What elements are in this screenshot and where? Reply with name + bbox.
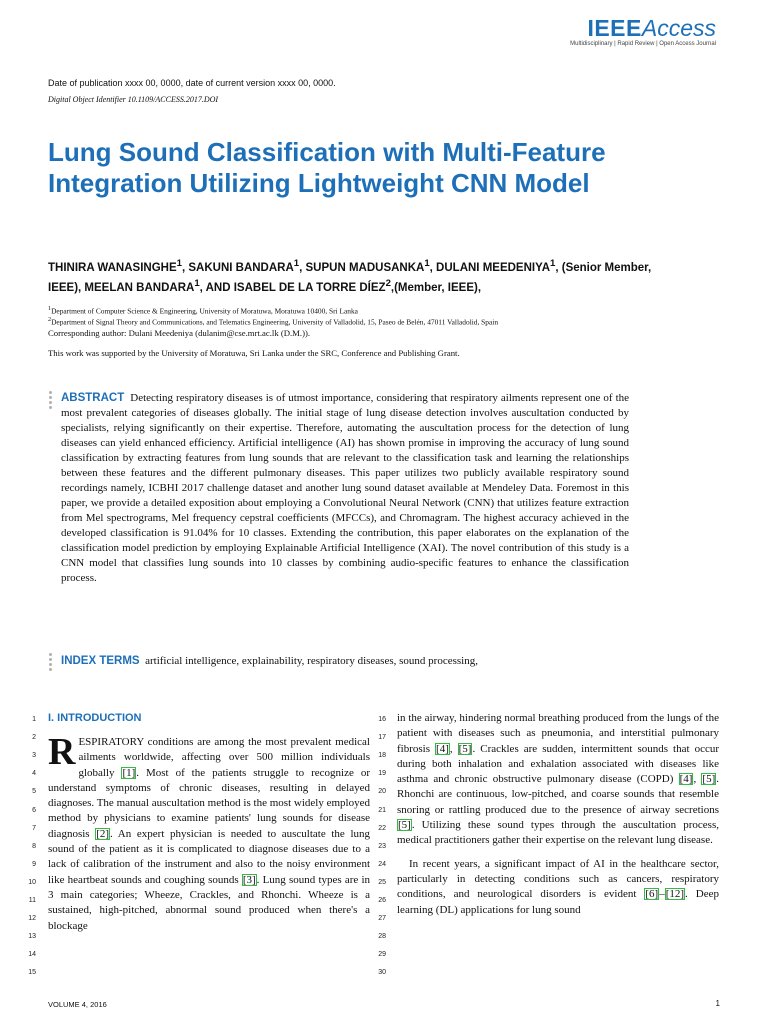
drop-cap: R bbox=[48, 731, 76, 773]
citation-link[interactable]: [5] bbox=[702, 773, 716, 786]
intro-text: . Lung sound types are in 3 main categories; Wheeze, Crackles, and Rhonchi. Wheeze is a sustained, high-pitched, abnormal sound produced when there's a blockage bbox=[48, 873, 371, 932]
affiliations bbox=[48, 305, 698, 327]
citation-link[interactable]: [6] bbox=[645, 888, 659, 901]
line-number: 26 bbox=[378, 897, 386, 904]
logo-access: Access bbox=[641, 15, 716, 41]
line-number: 29 bbox=[378, 951, 386, 959]
citation-link[interactable]: [3] bbox=[242, 873, 256, 886]
citation-link[interactable]: [2] bbox=[96, 827, 110, 840]
author-6-membership: ,(Member, IEEE), bbox=[390, 281, 482, 294]
abstract-text: Detecting respiratory diseases is of utmost importance, considering that respiratory ailments represent one of the most prevalent categories of diseases globally. The initial stage of lung disease detection involves auscultation conducted by specialists, relying significantly on their expertise. Therefore, automating the auscultation process for the detection of lung diseases can yield enhanced efficiency. Artificial intelligence (AI) has shown promise in improving the accuracy of lung sound classification by extracting features from lung sounds that are relevant to the classification task and learning the relationships between these features and the different pulmonary diseases. This paper utilizes two publicly available respiratory sound recordings namely, ICBHI 2017 challenge dataset and another lung sound dataset available at Mendeley Data. Foremost in this paper, we provide a detailed exposition about employing a Convolutional Neural Network (CNN) that utilizes feature extraction from Mel spectrograms, Mel frequency cepstral coefficients (MFCCs), and Chromagram. The highest accuracy achieved in the developed classification is 91.04% for 10 classes. Extending the contribution, this paper elaborates on the explanation of the classification model prediction by employing Explainable Artificial Intelligence (XAI). The novel contribution of this study is a CNN model that classifies lung sounds into 10 classes by combining audio-specific features to enhance the classification process. bbox=[61, 392, 630, 584]
line-number: 14 bbox=[28, 951, 36, 959]
intro-paragraph-continued bbox=[397, 711, 719, 849]
abstract-dots-icon bbox=[49, 391, 53, 411]
line-number: 16 bbox=[378, 716, 386, 723]
author-list: THINIRA WANASINGHE$^1$, SAKUNI BANDARA$^1$, SUPUN MADUSANKA$^1$, DULANI MEEDENIYA$^1$, (Senior Member, IEEE), MEELAN BANDARA$^1$, AND ISABEL DE LA TORRE DÍEZ$^2$,(Member, IEEE), bbox=[48, 258, 652, 294]
logo-tagline: Multidisciplinary | Rapid Review | Open Access Journal bbox=[570, 41, 716, 47]
line-number: 18 bbox=[378, 752, 386, 760]
line-number: 17 bbox=[378, 734, 386, 742]
logo-ieee: IEEE bbox=[587, 15, 642, 41]
paper-title: Lung Sound Classification with Multi-Feature Integration Utilizing Lightweight CNN Model bbox=[48, 137, 606, 198]
line-number: 3 bbox=[32, 752, 36, 760]
author-1: THINIRA WANASINGHE bbox=[48, 261, 177, 274]
footer-volume: VOLUME 4, 2016 bbox=[48, 1000, 107, 1009]
citation-link[interactable]: [5] bbox=[398, 819, 411, 832]
funding-statement: This work was supported by the University of Moratuwa, Sri Lanka under the SRC, Conference and Publishing Grant. bbox=[48, 348, 460, 358]
line-number: 28 bbox=[378, 933, 386, 941]
intro-paragraph-2 bbox=[397, 857, 719, 918]
intro-text: In recent years, a significant impact of AI in the healthcare sector, particularly in detecting conditions such as cancers, respiratory conditions, and neurological disorders is evident bbox=[397, 857, 719, 901]
doi: Digital Object Identifier 10.1109/ACCESS.2017.DOI bbox=[48, 95, 219, 104]
intro-text: , bbox=[449, 742, 458, 755]
intro-text: . An expert physician is needed to auscultate the lung sound of the patient as it is complicated to diagnose diseases due to a lack of calibration of the instrument and also to the noisy environment like heartbeat sounds and coughing sounds bbox=[48, 827, 370, 886]
line-number: 21 bbox=[378, 806, 386, 814]
line-number: 19 bbox=[378, 770, 386, 778]
corresponding-author: Corresponding author: Dulani Meedeniya (dulanim@cse.mrt.ac.lk (D.M.)). bbox=[48, 328, 311, 338]
intro-text: . Deep learning (DL) applications for lung sound bbox=[397, 888, 719, 916]
line-number: 27 bbox=[378, 915, 386, 923]
line-number: 30 bbox=[378, 969, 386, 977]
abstract bbox=[61, 391, 629, 586]
index-terms-text: artificial intelligence, explainability, respiratory diseases, sound processing, bbox=[145, 655, 478, 667]
line-number: 9 bbox=[32, 860, 36, 868]
line-number: 12 bbox=[28, 915, 36, 923]
citation-link[interactable]: [5] bbox=[458, 742, 472, 755]
author-4: , DULANI MEEDENIYA bbox=[429, 261, 551, 274]
intro-column-1 bbox=[48, 731, 371, 934]
logo-wordmark bbox=[570, 16, 716, 40]
citation-link[interactable]: [1] bbox=[122, 766, 136, 779]
intro-column-2 bbox=[397, 711, 719, 929]
citation-link[interactable]: [4] bbox=[679, 773, 693, 786]
section-heading-introduction: I. INTRODUCTION bbox=[48, 712, 142, 724]
page-number: 1 bbox=[715, 999, 720, 1008]
journal-logo bbox=[570, 16, 716, 47]
intro-text: . Crackles are sudden, intermittent sounds that occur during both inhalation and exhalation associated with diseases like asthma and chronic obstructive pulmonary disease (COPD) bbox=[397, 742, 720, 786]
citation-link[interactable]: [4] bbox=[436, 742, 449, 755]
publication-date: Date of publication xxxx 00, 0000, date of current version xxxx 00, 0000. bbox=[48, 78, 336, 88]
author-6: , AND ISABEL DE LA TORRE DÍEZ bbox=[199, 281, 386, 294]
line-number: 6 bbox=[32, 806, 36, 814]
author-5: , (Senior Member, IEEE), MEELAN BANDARA bbox=[48, 261, 652, 294]
index-terms bbox=[61, 654, 661, 669]
citation-link[interactable]: [12] bbox=[665, 888, 685, 901]
line-number: 23 bbox=[378, 842, 386, 850]
line-number: 10 bbox=[28, 878, 36, 886]
affiliation-1: $^1$Department of Computer Science & Engineering, University of Moratuwa, Moratuwa 10400, Sri Lanka bbox=[48, 306, 358, 316]
abstract-label: ABSTRACT bbox=[61, 392, 125, 404]
intro-text: in the airway, hindering normal breathing produced from the lungs of the patient with diseases such as pneumonia, and interstitial pulmonary fibrosis bbox=[397, 712, 719, 755]
intro-text: – bbox=[659, 888, 665, 901]
author-2: , SAKUNI BANDARA bbox=[181, 261, 294, 274]
line-number: 25 bbox=[378, 878, 386, 886]
line-number: 1 bbox=[32, 716, 36, 723]
line-number: 20 bbox=[378, 788, 386, 796]
intro-text: ESPIRATORY conditions are among the most prevalent medical ailments worldwide, affecting over 500 million individuals globally bbox=[78, 736, 370, 779]
intro-text: . Rhonchi are continuous, low-pitched, and coarse sounds that resemble snoring or rattling produced due to the presence of airway secretions bbox=[397, 773, 719, 816]
author-3: , SUPUN MADUSANKA bbox=[299, 261, 425, 274]
intro-text: . Utilizing these sound types through the auscultation process, medical practitioners gather their expertise on the relevant lung disease. bbox=[397, 819, 719, 847]
index-terms-dots-icon bbox=[49, 653, 53, 673]
intro-text: , bbox=[693, 773, 702, 786]
line-number: 2 bbox=[32, 734, 36, 742]
line-number: 24 bbox=[378, 860, 386, 868]
affiliation-2-text: Department of Signal Theory and Communications, and Telematics Engineering, University of Valladolid, 15, Paseo de Belén, 47011 Valladolid, Spain bbox=[51, 317, 499, 327]
affiliation-2: $^2$Department of Signal Theory and Communications, and Telematics Engineering, University of Valladolid, 15, Paseo de Belén, 47011 Valladolid, Spain bbox=[48, 316, 499, 327]
line-number: 8 bbox=[32, 842, 36, 850]
line-number: 13 bbox=[28, 933, 36, 941]
line-number: 15 bbox=[28, 969, 36, 977]
index-terms-label: INDEX TERMS bbox=[61, 655, 140, 667]
line-number: 4 bbox=[32, 770, 36, 778]
intro-text: . Most of the patients struggle to recognize or understand symptoms of chronic diseases, resulting in delayed diagnoses. The manual auscultation method is the most widely employed method by physicians to examine patients' lung sounds for disease diagnosis bbox=[48, 766, 370, 840]
line-number: 5 bbox=[32, 788, 36, 796]
line-number: 22 bbox=[378, 824, 386, 832]
line-number: 11 bbox=[28, 897, 36, 904]
line-number: 7 bbox=[32, 824, 36, 832]
affiliation-1-text: Department of Computer Science & Engineering, University of Moratuwa, Moratuwa 10400, Sri Lanka bbox=[51, 306, 358, 316]
